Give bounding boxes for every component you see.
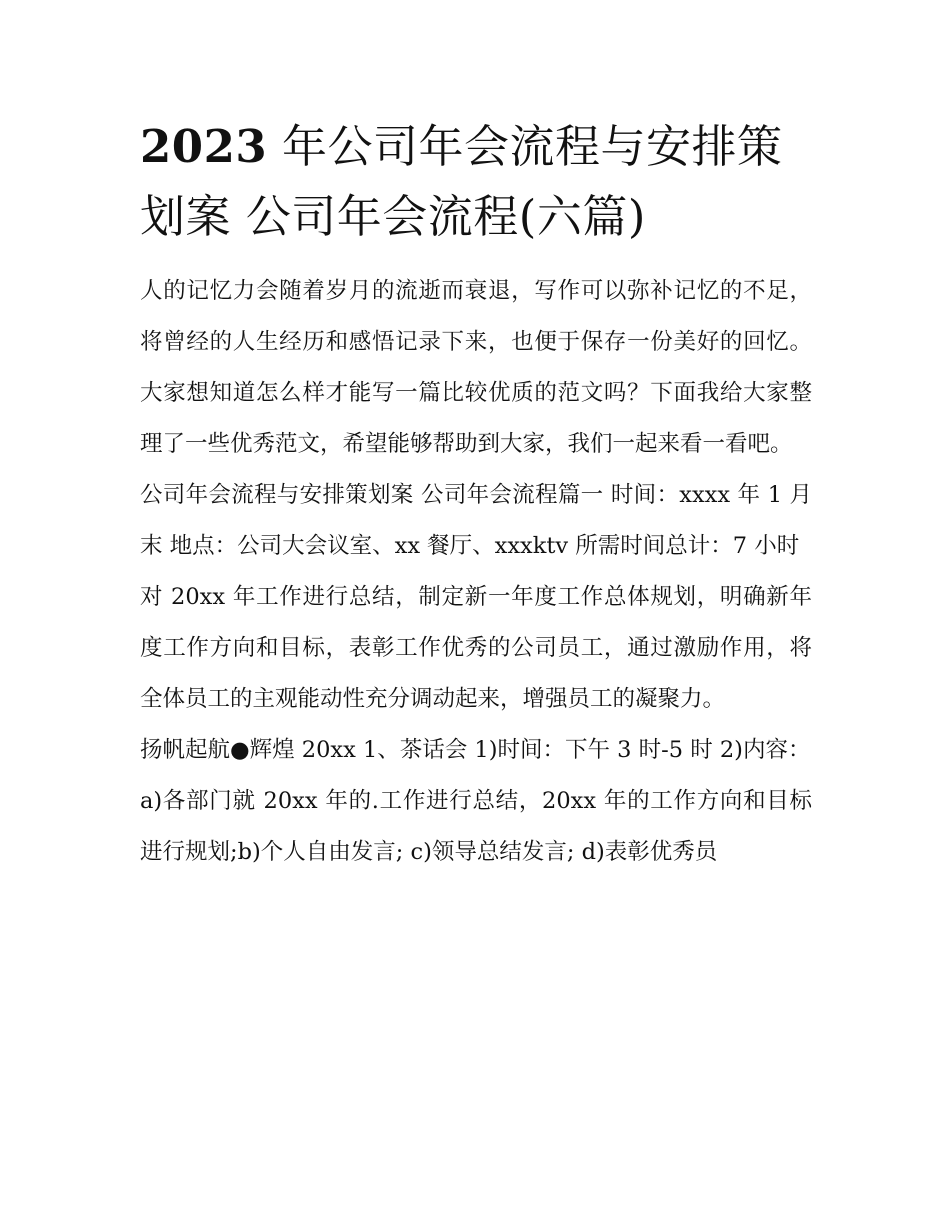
paragraph-intro: 人的记忆力会随着岁月的流逝而衰退，写作可以弥补记忆的不足，将曾经的人生经历和感悟记录下来，也便于保存一份美好的回忆。大家想知道怎么样才能写一篇比较优质的范文吗？下面我给大家整理了一些优秀范文，希望能够帮助到大家，我们一起来看一看吧。 <box>140 278 812 457</box>
title-text: 年公司年会流程与安排策划案 公司年会流程(六篇) <box>140 120 783 243</box>
paragraph-time-location: 公司年会流程与安排策划案 公司年会流程篇一 时间：xxxx 年 1 月末 地点：公司大会议室、xx 餐厅、xxxktv 所需时间总计：7 小时 <box>140 482 812 559</box>
title-year: 2023 <box>140 120 268 173</box>
document-page <box>140 112 812 878</box>
paragraph-purpose: 对 20xx 年工作进行总结，制定新一年度工作总体规划，明确新年度工作方向和目标，表彰工作优秀的公司员工，通过激励作用，将全体员工的主观能动性充分调动起来，增强员工的凝聚力。 <box>140 584 812 712</box>
paragraph-content-items: a)各部门就 20xx 年的.工作进行总结，20xx 年的工作方向和目标进行规划;b)个人自由发言; c)领导总结发言; d)表彰优秀员 <box>140 788 812 865</box>
paragraph-tea-party: 扬帆起航●辉煌 20xx 1、茶话会 1)时间：下午 3 时-5 时 2)内容： <box>140 737 811 763</box>
document-title <box>140 112 812 252</box>
